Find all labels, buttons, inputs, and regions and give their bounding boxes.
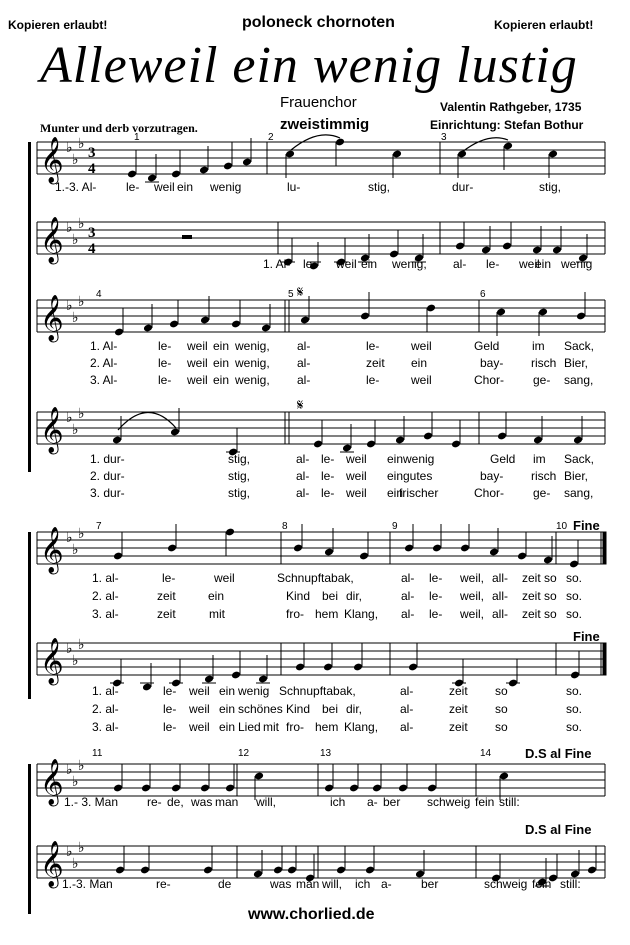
lyric-syllable: Bier, xyxy=(564,469,589,483)
flat-sign: ♭ xyxy=(72,542,79,558)
flat-sign: ♭ xyxy=(78,294,85,310)
lyric-syllable: ein xyxy=(387,452,404,466)
flat-sign: ♭ xyxy=(78,136,85,152)
lyric-syllable: le- xyxy=(321,469,335,483)
lyric-syllable: zeit xyxy=(366,356,385,370)
lyric-syllable: al- xyxy=(400,684,414,698)
lyric-syllable: Lied xyxy=(238,720,261,734)
treble-clef: 𝄞 xyxy=(40,137,64,183)
lyric-syllable: wenig, xyxy=(235,373,270,387)
measure-number: 13 xyxy=(320,748,332,759)
treble-clef: 𝄞 xyxy=(40,407,64,453)
treble-clef: 𝄞 xyxy=(40,527,64,573)
lyric-syllable: ge- xyxy=(533,486,551,500)
lyric-syllable: mit xyxy=(209,607,225,621)
lyric-syllable: ber xyxy=(421,877,439,891)
lyric-syllable: weil xyxy=(519,257,540,271)
lyric-syllable: 1. dur- xyxy=(90,452,125,466)
lyric-syllable: wenig xyxy=(238,684,270,698)
lyric-syllable: so xyxy=(544,607,557,621)
lyric-syllable: Sack, xyxy=(564,452,595,466)
flat-sign: ♭ xyxy=(78,406,85,422)
lyric-syllable: ein xyxy=(535,257,552,271)
lyric-syllable: 1.- 3. Man xyxy=(64,795,119,809)
lyric-syllable: zeit xyxy=(449,720,468,734)
lyric-syllable: so xyxy=(495,702,508,716)
lyric-syllable: Kind xyxy=(286,702,311,716)
flat-sign: ♭ xyxy=(66,844,73,860)
lyric-syllable: so. xyxy=(566,571,583,585)
flat-sign: ♭ xyxy=(66,140,73,156)
lyric-syllable: weil xyxy=(189,702,210,716)
lyric-syllable: ein xyxy=(361,257,378,271)
voicing-line2: zweistimmig xyxy=(280,116,370,133)
lyric-syllable: le- xyxy=(429,607,443,621)
lyric-syllable: 2. al- xyxy=(92,702,119,716)
lyric-syllable: stig, xyxy=(539,180,562,194)
lyric-syllable: wenig xyxy=(403,452,435,466)
lyric-syllable: weil xyxy=(214,571,235,585)
lyric-syllable: zeit xyxy=(449,684,468,698)
lyric-syllable: weil, xyxy=(460,607,485,621)
treble-clef: 𝄞 xyxy=(40,638,64,684)
lyric-syllable: dir, xyxy=(346,702,363,716)
measure-number: 5 xyxy=(288,289,294,300)
lyric-syllable: so. xyxy=(566,607,583,621)
lyric-syllable: hem xyxy=(315,607,339,621)
lyric-syllable: man xyxy=(296,877,320,891)
measure-number: 2 xyxy=(268,132,274,143)
lyric-syllable: all- xyxy=(492,571,509,585)
lyric-syllable: Bier, xyxy=(564,356,589,370)
lyric-syllable: dur- xyxy=(452,180,474,194)
lyric-syllable: al- xyxy=(296,452,310,466)
flat-sign: ♭ xyxy=(66,410,73,426)
lyric-syllable: ein xyxy=(387,469,404,483)
flat-sign: ♭ xyxy=(66,641,73,657)
flat-sign: ♭ xyxy=(72,653,79,669)
flat-sign: ♭ xyxy=(72,774,79,790)
lyric-syllable: Klang, xyxy=(344,720,379,734)
lyric-syllable: Schnupftabak, xyxy=(279,684,356,698)
time-signature-bottom: 4 xyxy=(88,161,96,177)
segno-sign-lower: 𝄋 xyxy=(297,398,304,414)
measure-number: 10 xyxy=(556,521,568,532)
lyric-syllable: weil xyxy=(187,373,208,387)
time-signature-top: 3 xyxy=(88,225,96,241)
lyric-syllable: schweig xyxy=(427,795,471,809)
lyric-syllable: still: xyxy=(499,795,520,809)
measure-number: 12 xyxy=(238,748,250,759)
segno-sign-upper: 𝄋 xyxy=(297,285,304,301)
measure-number: 11 xyxy=(92,748,103,759)
lyric-syllable: gutes xyxy=(403,469,433,483)
lyric-syllable: 2. Al- xyxy=(90,356,118,370)
lyric-syllable: risch xyxy=(531,469,557,483)
lyric-syllable: 3. al- xyxy=(92,607,119,621)
lyric-syllable: le- xyxy=(366,339,380,353)
lyric-syllable: all- xyxy=(492,607,509,621)
measure-number: 4 xyxy=(96,289,102,300)
lyric-syllable: sang, xyxy=(564,486,594,500)
flat-sign: ♭ xyxy=(72,422,79,438)
lyric-syllable: weil xyxy=(336,257,357,271)
lyric-syllable: zeit xyxy=(522,571,541,585)
lyric-syllable: le- xyxy=(321,486,335,500)
measure-number: 3 xyxy=(441,132,447,143)
lyric-syllable: ein xyxy=(387,486,404,500)
lyric-syllable: fro- xyxy=(286,607,304,621)
lyric-syllable: al- xyxy=(297,373,311,387)
lyric-syllable: re- xyxy=(156,877,171,891)
lyric-syllable: stig, xyxy=(228,452,251,466)
lyric-syllable: weil xyxy=(411,339,432,353)
lyric-syllable: Schnupftabak, xyxy=(277,571,354,585)
lyric-syllable: Klang, xyxy=(344,607,379,621)
lyric-syllable: zeit xyxy=(449,702,468,716)
lyric-syllable: schönes xyxy=(238,702,283,716)
lyric-syllable: weil xyxy=(189,720,210,734)
lyric-syllable: Chor- xyxy=(474,373,505,387)
composer: Valentin Rathgeber, 1735 xyxy=(440,100,582,114)
system-bracket xyxy=(28,300,31,472)
lyric-syllable: 3. Al- xyxy=(90,373,118,387)
lyric-syllable: le- xyxy=(158,373,172,387)
lyric-syllable: a- xyxy=(381,877,392,891)
lyric-syllable: hem xyxy=(315,720,339,734)
lyric-syllable: so. xyxy=(566,684,583,698)
lyric-syllable: weil xyxy=(411,373,432,387)
lyric-syllable: so. xyxy=(566,702,583,716)
lyric-syllable: lu- xyxy=(287,180,301,194)
lyric-syllable: le- xyxy=(158,356,172,370)
lyric-syllable: al- xyxy=(296,486,310,500)
lyric-syllable: 1.-3. Al- xyxy=(55,180,97,194)
flat-sign: ♭ xyxy=(72,232,79,248)
flat-sign: ♭ xyxy=(78,526,85,542)
lyric-syllable: bay- xyxy=(480,469,504,483)
flat-sign: ♭ xyxy=(66,298,73,314)
lyric-syllable: wenig xyxy=(210,180,242,194)
lyric-syllable: al- xyxy=(453,257,467,271)
flat-sign: ♭ xyxy=(78,637,85,653)
lyric-syllable: le- xyxy=(163,720,177,734)
lyric-syllable: bei xyxy=(322,702,339,716)
lyric-syllable: ein xyxy=(411,356,428,370)
lyric-syllable: 1.-3. Man xyxy=(62,877,113,891)
arranger: Einrichtung: Stefan Bothur xyxy=(430,118,584,132)
copy-notice-left: Kopieren erlaubt! xyxy=(8,18,108,32)
lyric-syllable: im xyxy=(532,339,545,353)
lyric-syllable: 1. Al- xyxy=(90,339,118,353)
lyric-syllable: stig, xyxy=(228,486,251,500)
lyric-syllable: 3. dur- xyxy=(90,486,125,500)
lyric-syllable: 1. al- xyxy=(92,571,119,585)
measure-number: 1 xyxy=(134,132,140,143)
lyric-syllable: ber xyxy=(383,795,401,809)
measure-number: 8 xyxy=(282,521,288,532)
ds-al-fine-upper: D.S al Fine xyxy=(525,746,592,761)
lyric-syllable: weil, xyxy=(460,589,485,603)
treble-clef: 𝄞 xyxy=(40,759,64,805)
lyric-syllable: will, xyxy=(256,795,276,809)
lyric-syllable: Kind xyxy=(286,589,311,603)
flat-sign: ♭ xyxy=(66,530,73,546)
fine-marking-lower: Fine xyxy=(573,629,600,644)
fine-marking-upper: Fine xyxy=(573,518,600,533)
lyric-syllable: wenig, xyxy=(392,257,427,271)
lyric-syllable: al- xyxy=(400,702,414,716)
flat-sign: ♭ xyxy=(72,856,79,872)
lyric-syllable: ein xyxy=(219,720,236,734)
lyric-syllable: 3. al- xyxy=(92,720,119,734)
lyric-syllable: le- xyxy=(366,373,380,387)
system-bracket xyxy=(28,142,31,310)
lyric-syllable: bay- xyxy=(480,356,504,370)
lyric-syllable: 1. Al- xyxy=(263,257,291,271)
lyric-syllable: al- xyxy=(296,469,310,483)
lyric-syllable: le- xyxy=(158,339,172,353)
flat-sign: ♭ xyxy=(78,216,85,232)
lyric-syllable: al- xyxy=(401,571,415,585)
voicing-line1: Frauenchor xyxy=(280,94,357,111)
lyric-syllable: 2. al- xyxy=(92,589,119,603)
lyric-syllable: 1. al- xyxy=(92,684,119,698)
lyric-syllable: Chor- xyxy=(474,486,505,500)
lyric-syllable: man xyxy=(215,795,239,809)
lyric-syllable: le- xyxy=(486,257,500,271)
lyric-syllable: so xyxy=(544,571,557,585)
lyric-syllable: le- xyxy=(163,684,177,698)
copy-notice-right: Kopieren erlaubt! xyxy=(494,18,594,32)
lyric-syllable: so xyxy=(495,684,508,698)
ds-al-fine-lower: D.S al Fine xyxy=(525,822,592,837)
lyric-syllable: fro- xyxy=(286,720,304,734)
publisher-name: poloneck chornoten xyxy=(242,14,395,31)
lyric-syllable: still: xyxy=(560,877,581,891)
flat-sign: ♭ xyxy=(72,310,79,326)
flat-sign: ♭ xyxy=(72,152,79,168)
lyric-syllable: ein xyxy=(219,702,236,716)
lyric-syllable: fein xyxy=(532,877,552,891)
lyric-syllable: ein xyxy=(213,339,230,353)
lyric-syllable: a- xyxy=(367,795,378,809)
treble-clef: 𝄞 xyxy=(40,217,64,263)
lyric-syllable: mit xyxy=(263,720,279,734)
lyric-syllable: Sack, xyxy=(564,339,595,353)
lyric-syllable: le- xyxy=(163,702,177,716)
lyric-syllable: so. xyxy=(566,720,583,734)
lyric-syllable: al- xyxy=(297,339,311,353)
lyric-syllable: dir, xyxy=(346,589,363,603)
lyric-syllable: was xyxy=(270,877,292,891)
lyric-syllable: zeit xyxy=(522,607,541,621)
time-signature-bottom: 4 xyxy=(88,241,96,257)
lyric-syllable: ein xyxy=(177,180,194,194)
lyric-syllable: wenig, xyxy=(235,339,270,353)
lyric-syllable: zeit xyxy=(157,607,176,621)
song-title: Alleweil ein wenig lustig xyxy=(40,37,578,94)
lyric-syllable: al- xyxy=(401,607,415,621)
lyric-syllable: stig, xyxy=(368,180,391,194)
lyric-syllable: zeit xyxy=(522,589,541,603)
lyric-syllable: wenig xyxy=(561,257,593,271)
lyric-syllable: le- xyxy=(126,180,140,194)
lyric-syllable: was xyxy=(191,795,213,809)
lyric-syllable: zeit xyxy=(157,589,176,603)
lyric-syllable: frischer xyxy=(399,486,439,500)
lyric-syllable: so. xyxy=(566,589,583,603)
time-signature-top: 3 xyxy=(88,145,96,161)
system-bracket xyxy=(28,764,31,914)
whole-rest xyxy=(182,235,192,239)
lyric-syllable: weil xyxy=(187,339,208,353)
lyric-syllable: so xyxy=(544,589,557,603)
flat-sign: ♭ xyxy=(66,220,73,236)
measure-number: 7 xyxy=(96,521,102,532)
lyric-syllable: all- xyxy=(492,589,509,603)
lyric-syllable: im xyxy=(533,452,546,466)
lyric-syllable: weil xyxy=(187,356,208,370)
lyric-syllable: le- xyxy=(321,452,335,466)
lyric-syllable: wenig, xyxy=(235,356,270,370)
lyric-syllable: re- xyxy=(147,795,162,809)
lyric-syllable: ein xyxy=(213,356,230,370)
lyric-syllable: al- xyxy=(400,720,414,734)
system-bracket xyxy=(28,532,31,699)
lyric-syllable: sang, xyxy=(564,373,594,387)
lyric-syllable: ein xyxy=(219,684,236,698)
lyric-syllable: risch xyxy=(531,356,557,370)
slur xyxy=(118,412,176,430)
lyric-syllable: 2. dur- xyxy=(90,469,125,483)
lyric-syllable: le- xyxy=(429,589,443,603)
lyric-syllable: bei xyxy=(322,589,339,603)
lyric-syllable: weil xyxy=(346,452,367,466)
lyric-syllable: weil xyxy=(189,684,210,698)
lyric-syllable: so xyxy=(495,720,508,734)
lyric-syllable: de, xyxy=(167,795,184,809)
measure-number: 14 xyxy=(480,748,492,759)
tempo-marking: Munter und derb vorzutragen. xyxy=(40,121,198,135)
final-bar-thick xyxy=(603,643,606,675)
flat-sign: ♭ xyxy=(78,840,85,856)
measure-number: 6 xyxy=(480,289,486,300)
lyric-syllable: ge- xyxy=(533,373,551,387)
lyric-syllable: Geld xyxy=(490,452,516,466)
lyric-syllable: schweig xyxy=(484,877,528,891)
website-footer[interactable]: www.chorlied.de xyxy=(248,906,375,923)
lyric-syllable: ich xyxy=(355,877,371,891)
lyric-syllable: will, xyxy=(322,877,342,891)
treble-clef: 𝄞 xyxy=(40,295,64,341)
measure-number: 9 xyxy=(392,521,398,532)
treble-clef: 𝄞 xyxy=(40,841,64,887)
lyric-syllable: stig, xyxy=(228,469,251,483)
lyric-syllable: le- xyxy=(429,571,443,585)
flat-sign: ♭ xyxy=(66,762,73,778)
lyric-syllable: le- xyxy=(303,257,317,271)
lyric-syllable: le- xyxy=(162,571,176,585)
lyric-syllable: ich xyxy=(330,795,346,809)
lyric-syllable: weil, xyxy=(460,571,485,585)
lyric-syllable: al- xyxy=(401,589,415,603)
lyric-syllable: ein xyxy=(208,589,225,603)
lyric-syllable: de xyxy=(218,877,232,891)
lyric-syllable: Geld xyxy=(474,339,500,353)
lyric-syllable: weil xyxy=(346,469,367,483)
lyric-syllable: al- xyxy=(297,356,311,370)
lyric-syllable: fein xyxy=(475,795,495,809)
lyric-syllable: weil xyxy=(154,180,175,194)
lyric-syllable: weil xyxy=(346,486,367,500)
final-bar-thick xyxy=(603,532,606,564)
flat-sign: ♭ xyxy=(78,758,85,774)
lyric-syllable: ein xyxy=(213,373,230,387)
